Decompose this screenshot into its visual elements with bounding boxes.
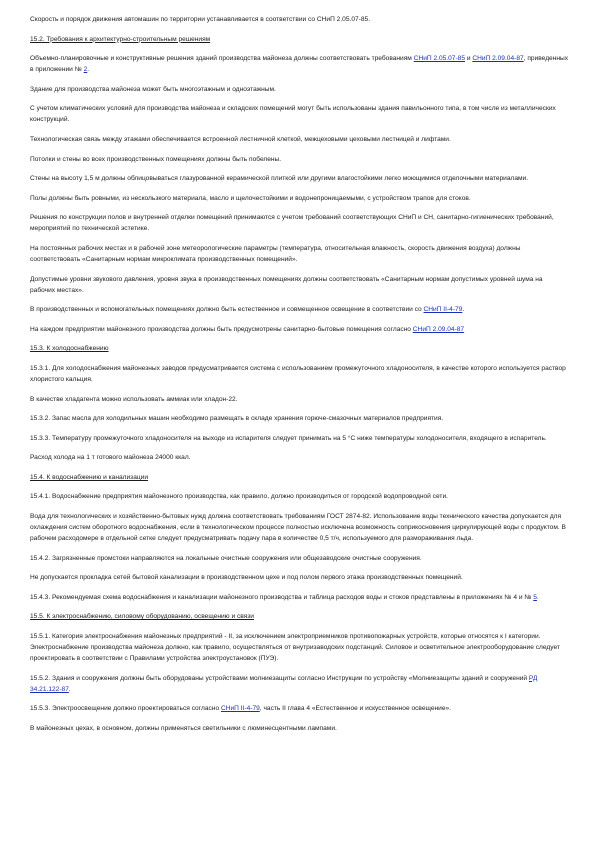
paragraph: 15.3.3. Температуру промежуточного хладоносителя на выходе из испарителя следует принимать на 5 °С ниже температуры холодоносителя, входящего в испаритель. <box>30 434 547 442</box>
paragraph-text: , часть II глава 4 «Естественное и искусственное освещение». <box>259 705 452 713</box>
document-link[interactable]: СНиП 2.09.04-87 <box>472 55 524 63</box>
document-link[interactable]: СНиП 2.05.07-85 <box>413 55 465 63</box>
paragraph: Расход холода на 1 т готового майонеза 24000 ккал. <box>30 454 191 462</box>
paragraph: Решения по конструкции полов и внутренней отделки помещений принимаются с учетом требований соответствующих СНиП и СН, санитарно-гигиенических требований, мероприятий по технической эстетике. <box>30 214 554 233</box>
paragraph-text: . <box>87 66 90 74</box>
document-link[interactable]: 2 <box>83 66 88 74</box>
paragraph-text: . <box>462 306 465 314</box>
paragraph-text: Объемно-планировочные и конструктивные решения зданий производства майонеза должны соответствовать требованиям <box>30 55 414 63</box>
paragraph: Стены на высоту 1,5 м должны облицовываться глазурованной керамической плиткой или другими влагостойкими легко моющимися отделочными материалами. <box>30 175 529 183</box>
paragraph: 15.5.1. Категория электроснабжения майонезных предприятий - II, за исключением электроприемников противопожарных устройств, которые относятся к I категории. Электроснабжение производства майонеза должно, как правило, осуществляться от внутризаводских подстанций. Силовое и осветительное электрооборудование следует проектировать в соответствии с Правилами устройства электроустановок (ПУЭ). <box>30 633 560 663</box>
paragraph-text: На каждом предприятии майонезного производства должны быть предусмотрены санитарно-бытовые помещения согласно <box>30 325 413 333</box>
paragraph-text: , приведенных в приложении № <box>30 55 569 74</box>
paragraph-text: . <box>68 685 71 693</box>
section-heading: 15.3. К холодоснабжению <box>30 345 109 353</box>
paragraph: Технологическая связь между этажами обеспечивается встроенной лестничной клеткой, межцеховыми цеховыми лестницей и лифтами. <box>30 135 451 143</box>
paragraph <box>30 304 569 315</box>
paragraph: В майонезных цехах, в основном, должны применяться светильники с люминесцентными лампами. <box>30 724 337 732</box>
section-heading: 15.4. К водоснабжению и канализации <box>30 473 149 481</box>
paragraph: Полы должны быть ровными, из нескользкого материала, масло и щелочестойкими и водонепроницаемыми, с устройством трапов для стоков. <box>30 194 471 202</box>
paragraph <box>30 324 569 335</box>
paragraph: Допустимые уровни звукового давления, уровня звука в производственных помещениях должны соответствовать «Санитарным нормам допустимых уровней шума на рабочих местах». <box>30 275 543 294</box>
paragraph: Скорость и порядок движения автомашин по территории устанавливается в соответствии со СНиП 2.05.07-85. <box>30 16 371 23</box>
paragraph: Не допускается прокладка сетей бытовой канализации в производственном цехе и под полом первого этажа производственных помещений. <box>30 574 463 582</box>
paragraph: Вода для технологических и хозяйственно-бытовых нужд должна соответствовать требованиям ГОСТ 2874-82. Использование воды технического качества допускается для охлаждения систем оборотного водоснабжения, если в технологическом процессе полностью исключена возможность соприкосновения циркулирующей воды с продуктом. В рабочем расходомере в отдельной сетке следует предусматривать подачу пара в количестве 0,5 т/ч, используемого для размораживания льда. <box>30 513 566 543</box>
paragraph: На постоянных рабочих местах и в рабочей зоне метеорологические параметры (температура, относительная влажность, скорость движения воздуха) должны соответствовать «Санитарным нормам микроклимата производственных помещений». <box>30 244 521 263</box>
paragraph-text: 15.5.3. Электроосвещение должно проектироваться согласно <box>30 705 221 713</box>
paragraph-text: В производственных и вспомогательных помещениях должно быть естественное и совмещенное освещение в соответствии со <box>30 306 424 314</box>
document-link[interactable]: СНиП II-4-79 <box>423 306 463 314</box>
paragraph: 15.4.1. Водоснабжение предприятия майонезного производства, как правило, должно производиться от городской водопроводной сети. <box>30 493 448 501</box>
paragraph: В качестве хладагента можно использовать аммиак или хладон-22. <box>30 395 238 403</box>
paragraph: 15.3.2. Запас масла для холодильных машин необходимо размещать в складе хранения горюче-смазочных материалов предприятия. <box>30 415 444 423</box>
paragraph <box>30 592 569 603</box>
paragraph-text: 15.4.3. Рекомендуемая схема водоснабжения и канализации майонезного производства и таблица расходов воды и стоков представлены в приложениях № 4 и № <box>30 593 534 601</box>
paragraph: 15.3.1. Для холодоснабжения майонезных заводов предусматривается система с использованием промежуточного хладоносителя, в качестве которого используется раствор хлористого кальция. <box>30 364 566 383</box>
document-link[interactable]: РД 34.21.122-87 <box>30 674 538 693</box>
paragraph <box>30 673 569 695</box>
paragraph-text: и <box>465 55 473 63</box>
paragraph-text: 15.5.2. Здания и сооружения должны быть оборудованы устройствами молниезащиты согласно Инструкции по устройству «Молниезащиты зданий и сооружений <box>30 674 529 682</box>
paragraph: 15.4.2. Загрязненные промстоки направляются на локальные очистные сооружения или общезаводские очистные сооружения. <box>30 554 422 562</box>
paragraph <box>30 703 569 714</box>
paragraph-text: . <box>536 593 539 601</box>
paragraph <box>30 53 569 75</box>
document-link[interactable]: СНиП II-4-79 <box>220 705 260 713</box>
document-link[interactable]: 5 <box>533 593 537 601</box>
section-heading: 15.5. К электроснабжению, силовому оборудованию, освещению и связи <box>30 613 254 621</box>
paragraph: Потолки и стены во всех производственных помещениях должны быть побелены. <box>30 155 282 163</box>
document-link[interactable]: СНиП 2.09.04-87 <box>412 325 465 333</box>
section-heading: 15.2. Требования к архитектурно-строительным решениям <box>30 35 211 43</box>
paragraph: Здание для производства майонеза может быть многоэтажным и одноэтажным. <box>30 85 276 93</box>
paragraph: С учетом климатических условий для производства майонеза и складских помещений могут быть использованы здания павильонного типа, в том числе из металлических конструкций. <box>30 105 556 124</box>
